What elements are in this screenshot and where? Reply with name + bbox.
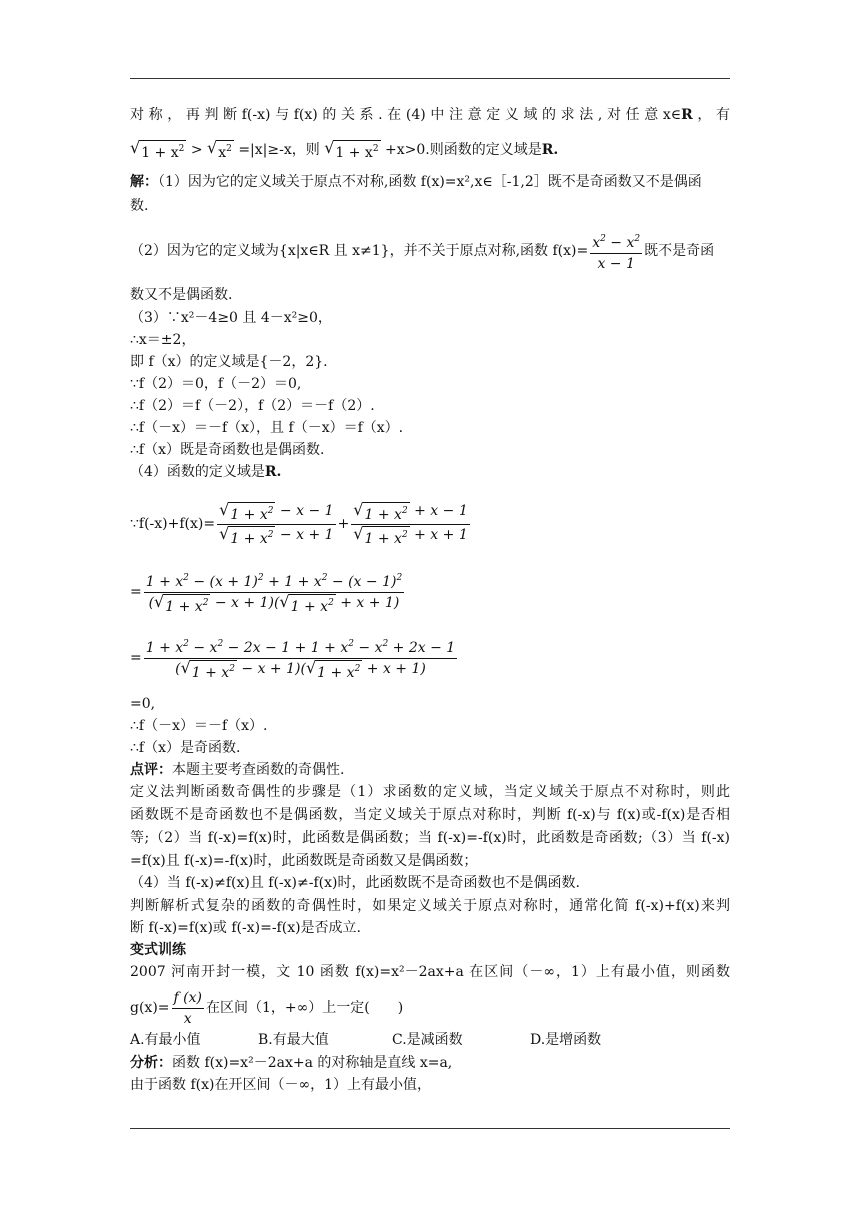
text-line: 分析：函数 f(x)=x²－2ax+a 的对称轴是直线 x=a,: [130, 1055, 453, 1071]
text-line: 等;（2）当 f(-x)=f(x)时，此函数是偶函数；当 f(-x)=-f(x)时，此函数是奇函数;（3）当 f(-x): [130, 830, 730, 846]
text-line: 判断解析式复杂的函数的奇偶性时，如果定义域关于原点对称时，通常化简 f(-x)+f(x)来判: [130, 898, 730, 914]
option-a: A.有最小值: [130, 1032, 201, 1048]
text-line: （4）函数的定义域是R.: [130, 464, 282, 480]
section-heading: 变式训练: [130, 942, 186, 958]
text-line: 断 f(-x)=f(x)或 f(-x)=-f(x)是否成立.: [130, 920, 362, 936]
formula-sqrt-1-plus-x2-b: √ $1 + x^2$: [324, 137, 379, 161]
option-c: C.是减函数: [392, 1032, 463, 1048]
formula-frac-step3: $1 + x^2 - x^2 - 2x - 1 + 1 + x^2 - x^2 + 2x - 1$ ( √ $1 + x^2$ − x + 1)( √ $1 + x^2$ + x + 1): [144, 634, 457, 682]
text-line-sqrt: √ $1 + x^2$ > √ $x^2$ =|x|≥-x，则 √ $1 + x^2$ +x>0.则函数的定义域是R.: [130, 137, 559, 161]
text-line: ∴f（2）＝f（－2），f（2）＝－f（2）.: [130, 398, 375, 414]
text-line: （3）∵x²－4≥0 且 4－x²≥0，: [130, 310, 332, 326]
text-line: ∴x＝±2，: [130, 332, 196, 348]
text-line: （4）当 f(-x)≠f(x)且 f(-x)≠-f(x)时，此函数既不是奇函数也不是偶函数.: [130, 875, 580, 891]
formula-sqrt-x2: √ $x^2$: [207, 137, 232, 161]
text-line: =f(x)且 f(-x)=-f(x)时，此函数既是奇函数又是偶函数；: [130, 853, 478, 869]
formula-line-g: g(x)= $\frac{f (x)}{x}$ 在区间（1，+∞）上一定( ): [130, 989, 404, 1027]
text-line: 定义法判断函数奇偶性的步骤是（1）求函数的定义域，当定义域关于原点不对称时，则此: [130, 784, 730, 800]
text-line: 2007 河南开封一模，文 10 函数 f(x)=x²－2ax+a 在区间（－∞，1）上有最小值，则函数: [130, 964, 730, 980]
formula-line-sum: ∵f(-x)+f(x)= √ $1 + x^2$ − x − 1 √ $1 + x^2$ − x + 1 + √ $1 + x^2$ + x − 1 √ $1 + x^2$ + x + 1: [130, 499, 468, 547]
formula-frac-b: √ $1 + x^2$ + x − 1 √ $1 + x^2$ + x + 1: [353, 499, 468, 547]
text-line: ∴f（－x）＝－f（x）.: [130, 718, 268, 734]
option-d: D.是增函数: [530, 1032, 602, 1048]
formula-line-step2: = $1 + x^2 - (x + 1)^2 + 1 + x^2 - (x - 1)^2$ ( √ $1 + x^2$ − x + 1)( √ $1 + x^2$ + x + 1): [130, 564, 730, 620]
text-line: 数.: [130, 198, 149, 214]
formula-frac-x2-minus-x2: $\frac{x^2 - x^2}{x - 1}$: [590, 229, 642, 274]
option-b: B.有最大值: [258, 1032, 329, 1048]
text-line: =0,: [130, 696, 156, 712]
formula-sqrt-1-plus-x2: √ $1 + x^2$: [130, 137, 185, 161]
text-line: 由于函数 f(x)在开区间（－∞，1）上有最小值，: [130, 1077, 432, 1093]
text-line-frac: （2）因为它的定义域为{x|x∈R 且 x≠1}，并不关于原点对称,函数 f(x)= $\frac{x^2 - x^2}{x - 1}$ 既不是奇函: [130, 228, 730, 274]
formula-frac-a: √ $1 + x^2$ − x − 1 √ $1 + x^2$ − x + 1: [219, 499, 334, 547]
header-rule: [130, 78, 730, 79]
formula-line-step3: = $1 + x^2 - x^2 - 2x - 1 + 1 + x^2 - x^2 + 2x - 1$ ( √ $1 + x^2$ − x + 1)( √ $1 + x^2$ + x + 1): [130, 630, 730, 686]
text-line: 即 f（x）的定义域是{－2，2}.: [130, 354, 328, 370]
formula-frac-fx-over-x: $\frac{f (x)}{x}$: [173, 989, 202, 1027]
text-line: 点评：本题主要考查函数的奇偶性.: [130, 762, 345, 778]
text-line: ∴f（x）是奇函数.: [130, 740, 241, 756]
footer-rule: [130, 1128, 730, 1129]
text-line: 数又不是偶函数.: [130, 287, 233, 303]
formula-frac-step2: $1 + x^2 - (x + 1)^2 + 1 + x^2 - (x - 1)^2$ ( √ $1 + x^2$ − x + 1)( √ $1 + x^2$ + x + 1): [144, 568, 404, 616]
text-line: ∵f（2）＝0，f（－2）＝0,: [130, 376, 302, 392]
text-line: 对称，再判断f(-x)与f(x)的关系.在(4)中注意定义域的求法,对任意x∈R，有: [130, 107, 730, 123]
text-line: ∴f（－x）＝－f（x），且 f（－x）＝f（x）.: [130, 420, 404, 436]
text-line: ∴f（x）既是奇函数也是偶函数.: [130, 442, 325, 458]
text-line: 函数既不是奇函数也不是偶函数，当定义域关于原点对称时，判断 f(-x)与 f(x)或-f(x)是否相: [130, 807, 730, 823]
text-line: 解：（1）因为它的定义域关于原点不对称,函数 f(x)=x²,x∈［-1,2］既不是奇函数又不是偶函: [130, 174, 702, 190]
